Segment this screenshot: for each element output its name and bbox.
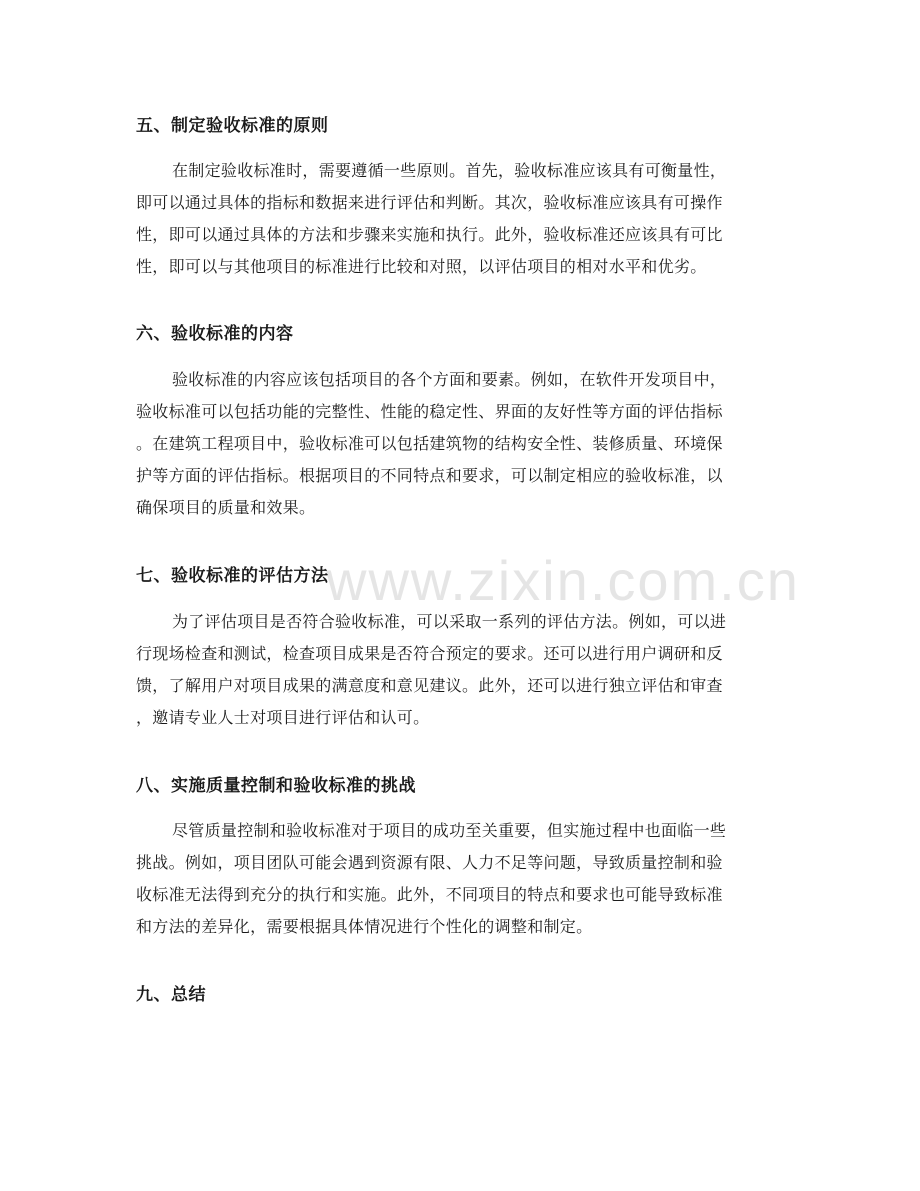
- section-heading-8: 八、实施质量控制和验收标准的挑战: [136, 776, 416, 796]
- section-heading-5: 五、制定验收标准的原则: [136, 116, 329, 136]
- paragraph-line: 确保项目的质量和效果。: [136, 498, 316, 517]
- paragraph-line: 行现场检查和测试，检查项目成果是否符合预定的要求。还可以进行用户调研和反: [136, 644, 723, 663]
- section-heading-7: 七、验收标准的评估方法: [136, 566, 329, 586]
- paragraph-line: 为了评估项目是否符合验收标准，可以采取一系列的评估方法。例如，可以进: [172, 612, 727, 631]
- paragraph-line: 。在建筑工程项目中，验收标准可以包括建筑物的结构安全性、装修质量、环境保: [136, 434, 723, 453]
- paragraph-line: 护等方面的评估指标。根据项目的不同特点和要求，可以制定相应的验收标准，以: [136, 466, 723, 485]
- section-heading-6: 六、验收标准的内容: [136, 324, 294, 344]
- paragraph-line: 验收标准的内容应该包括项目的各个方面和要素。例如，在软件开发项目中，: [172, 370, 727, 389]
- paragraph-line: 性，即可以通过具体的方法和步骤来实施和执行。此外，验收标准还应该具有可比: [136, 225, 723, 244]
- section-paragraph-5: [136, 155, 784, 283]
- watermark-text: www.zixin.com.cn: [326, 549, 800, 612]
- paragraph-line: 验收标准可以包括功能的完整性、性能的稳定性、界面的友好性等方面的评估指标: [136, 402, 723, 421]
- paragraph-line: 性，即可以与其他项目的标准进行比较和对照，以评估项目的相对水平和优劣。: [136, 257, 707, 276]
- paragraph-line: 挑战。例如，项目团队可能会遇到资源有限、人力不足等问题，导致质量控制和验: [136, 853, 723, 872]
- paragraph-line: 收标准无法得到充分的执行和实施。此外，不同项目的特点和要求也可能导致标准: [136, 885, 723, 904]
- section-paragraph-6: [136, 364, 784, 524]
- section-paragraph-8: [136, 815, 784, 943]
- paragraph-line: 即可以通过具体的指标和数据来进行评估和判断。其次，验收标准应该具有可操作: [136, 193, 723, 212]
- paragraph-line: 和方法的差异化，需要根据具体情况进行个性化的调整和制定。: [136, 917, 593, 936]
- paragraph-line: 馈，了解用户对项目成果的满意度和意见建议。此外，还可以进行独立评估和审查: [136, 676, 723, 695]
- section-paragraph-7: [136, 606, 784, 734]
- paragraph-line: ，邀请专业人士对项目进行评估和认可。: [136, 708, 430, 727]
- paragraph-line: 在制定验收标准时，需要遵循一些原则。首先，验收标准应该具有可衡量性，: [172, 161, 727, 180]
- paragraph-line: 尽管质量控制和验收标准对于项目的成功至关重要，但实施过程中也面临一些: [172, 821, 727, 840]
- section-heading-9: 九、总结: [136, 985, 206, 1005]
